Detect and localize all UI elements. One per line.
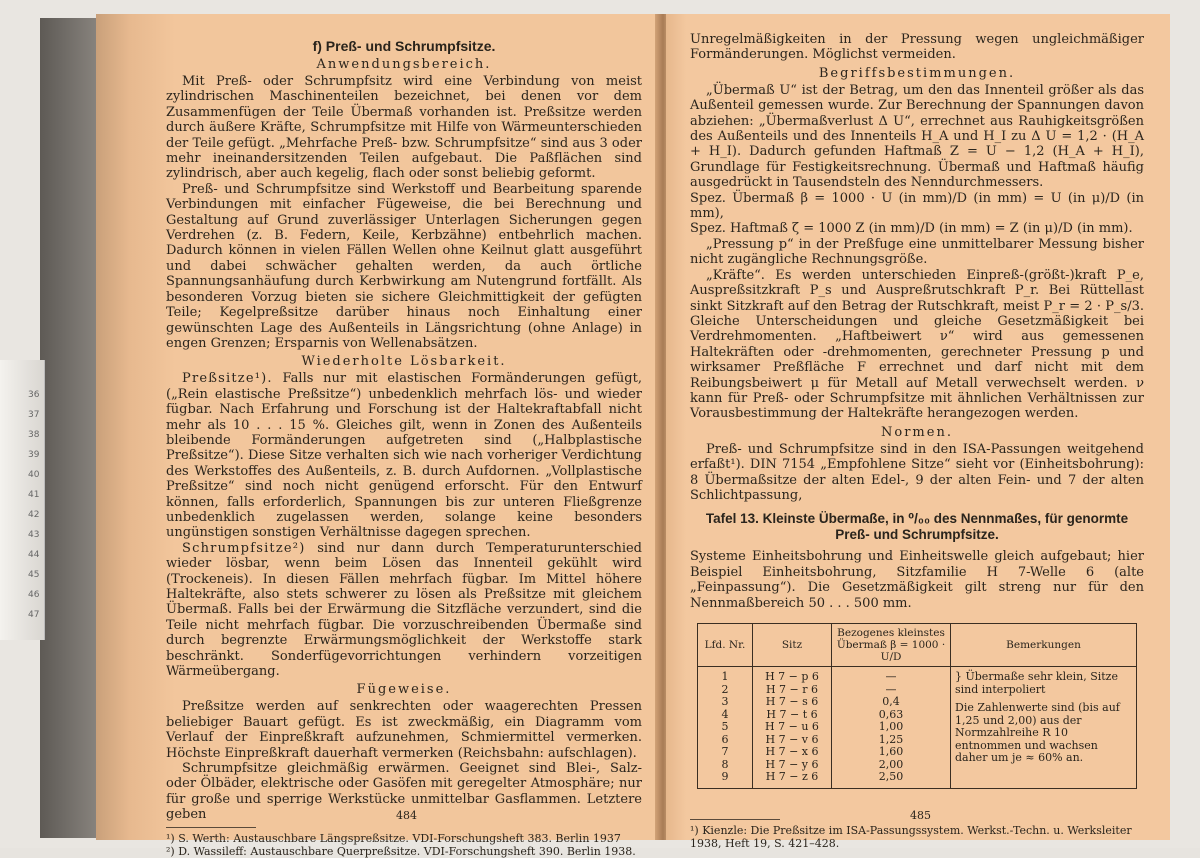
table-cell: H 7 − z 6	[765, 770, 819, 783]
strip-mark: 46	[28, 590, 40, 600]
paragraph	[166, 371, 642, 540]
body-text	[690, 442, 1144, 504]
run-in-heading: Preßsitze¹).	[182, 371, 273, 387]
table-cell: 2,50	[878, 770, 904, 783]
paragraph: „Übermaß U“ ist der Betrag, um den das Innenteil größer als das Außenteil gemessen wurde. Zur Berechnung der Spannungen davon abziehen: „Übermaßverlust Δ U“, errechnet aus Rauhigkeitsgrößen des Außenteils und des Innenteils H_A und H_I zu Δ U = 1,2 · (H_A + H_I). Dadurch gefunden Haftmaß Z = U − 1,2 (H_A + H_I), Grundlage für Festigkeitsrechnung. Übermaß und Haftmaß häufig ausgedrückt in Tausendsteln des Nenndurchmessers.	[690, 82, 1144, 191]
page-484	[96, 14, 662, 858]
strip-mark: 43	[28, 530, 40, 540]
paragraph: „Pressung p“ in der Preßfuge eine unmittelbarer Messung bisher nicht zugängliche Rechnungsgröße.	[690, 236, 1144, 268]
footnotes	[690, 824, 1144, 850]
table-note	[690, 549, 1144, 611]
strip-mark: 45	[28, 570, 40, 580]
section-title: f) Preß- und Schrumpfsitze.	[312, 38, 496, 54]
table-cell: —	[885, 682, 897, 696]
strip-mark: 42	[28, 510, 40, 520]
table-cell: 9	[721, 770, 729, 783]
strip-mark: 39	[28, 450, 40, 460]
table-cell: H 7 − u 6	[765, 720, 819, 733]
body-text	[690, 83, 1144, 422]
paragraph-text: sind nur dann durch Temperaturunterschied wieder lösbar, wenn beim Lösen das Innenteil gekühlt wird (Trockeneis). In diesen Fällen mehrfach fügbar. Im Mittel höhere Haltekräfte, also stets schwerer zu lösen als Preßsitze mit gleichem Übermaß. Falls bei der Erwärmung die Sitzfläche verzundert, sind die Teile nicht mehrfach fügbar. Die vorzuschreibenden Übermaße sind durch begrenzte Erwärmungsmöglichkeit der Werkstoffe stark beschränkt. Sonderfügevorrichtungen verhindern vorzeitigen Wärmeübergang.	[166, 540, 642, 680]
footnote: ¹) Kienzle: Die Preßsitze im ISA-Passungssystem. Werkst.-Techn. u. Werksleiter 1938, Heft 19, S. 421–428.	[690, 823, 1132, 850]
body-text	[166, 74, 642, 351]
page-number: 484	[396, 809, 417, 822]
heading-normen: Normen.	[881, 424, 953, 440]
heading-anwendungsbereich: Anwendungsbereich.	[316, 57, 492, 72]
column-header: Sitz	[753, 624, 832, 667]
remarks-column	[951, 667, 1137, 789]
table-cell: H 7 − r 6	[765, 682, 819, 696]
strip-mark: 47	[28, 610, 40, 620]
sitz-column	[753, 667, 832, 789]
page-number: 485	[910, 809, 931, 822]
data-table	[697, 623, 1137, 789]
paragraph: Preß- und Schrumpfsitze sind in den ISA-Passungen weitgehend erfaßt¹). DIN 7154 „Empfohlene Sitze“ sieht vor (Einheitsbohrung): 8 Übermaßsitze der alten Edel-, 9 der alten Fein- und 7 der alten Schlichtpassung,	[690, 441, 1144, 503]
paragraph: Preß- und Schrumpfsitze sind Werkstoff und Bearbeitung sparende Verbindungen mit einfacher Fügeweise, die bei Berechnung und Gestaltung auf Grund zuverlässiger Unterlagen Sicherungen gegen Verdrehen (z. B. Federn, Keile, Kerbzähne) entbehrlich machen. Dadurch können in vielen Fällen Wellen ohne Keilnut glatt ausgeführt und dabei schwächer gehalten werden, da auch örtliche Spannungsanhäufung durch Kerbwirkung am Nutengrund fortfällt. Als besonderen Vorzug bieten sie sichere Gleichmittigkeit der gefügten Teile; Kegelpreßsitze darüber hinaus noch Einhaltung einer gewünschten Lage des Außenteils in Längsrichtung (ohne Anlage) in engen Grenzen; Ersparnis von Wellenabsätzen.	[166, 181, 642, 351]
heading-begriffsbestimmungen: Begriffsbestimmungen.	[818, 65, 1016, 81]
footnote: ¹) S. Werth: Austauschbare Längspreßsitze. VDI-Forschungsheft 383. Berlin 1937	[166, 831, 621, 845]
heading-fuegeweise: Fügeweise.	[356, 682, 452, 698]
table-cell: 7	[721, 745, 729, 758]
table-cell: 5	[721, 720, 729, 733]
paragraph: Preßsitze werden auf senkrechten oder waagerechten Pressen beliebiger Bauart gefügt. Es ist zweckmäßig, ein Diagramm vom Verlauf der Einpreßkraft aufzunehmen, Schmiermittel vermerken. Höchste Einpreßkraft dauerhaft vermerken (Reichsbahn: aufschlagen).	[166, 699, 642, 761]
footnote: ²) D. Wassileff: Austauschbare Querpreßsitze. VDI-Forschungsheft 390. Berlin 1938.	[166, 844, 636, 858]
table-cell: 1	[721, 670, 729, 683]
table-header-row	[698, 624, 1137, 667]
paragraph-text: Falls nur mit elastischen Formänderungen gefügt, („Rein elastische Preßsitze“) unbedenklich mehrfach lös- und wieder fügbar. Nach Erfahrung und Forschung ist der Haltekraftabfall nicht mehr als 10 . . . 15 %. Gleiches gilt, wenn in Zonen des Außenteils bleibende Formänderungen aufgetreten sind („Halbplastische Preßsitze“). Diese Sitze verhalten sich wie nach vorheriger Verdichtung des Werkstoffes des Außenteils, z. B. durch Aufdornen. „Vollplastische Preßsitze“ sind noch nicht genügend erforscht. Für den Entwurf können, falls erforderlich, Spannungen bis zur unteren Fließgrenze unbedenklich zugelassen werden, solange keine besonders ungünstigen sonstigen Verhältnisse dagegen sprechen.	[166, 371, 642, 541]
strip-mark: 38	[28, 430, 40, 440]
table-cell: H 7 − t 6	[766, 707, 818, 721]
footnotes	[166, 832, 642, 858]
table-cell: 4	[721, 707, 729, 721]
nr-column	[698, 667, 753, 789]
strip-mark: 40	[28, 470, 40, 480]
remark: Die Zahlenwerte sind (bis auf 1,25 und 2,00) aus der Normzahlreihe R 10 entnommen und wachsen daher um je ≈ 60% an.	[955, 701, 1120, 764]
table-cell: H 7 − s 6	[765, 695, 819, 708]
strip-mark: 37	[28, 410, 40, 420]
table-cell: H 7 − y 6	[765, 757, 819, 771]
column-header: Lfd. Nr.	[698, 624, 753, 667]
body-text	[166, 371, 642, 679]
table-cell: 1,00	[878, 720, 904, 733]
table-row	[698, 667, 1137, 789]
body-text	[166, 699, 642, 822]
page-485	[666, 14, 1170, 850]
formula: Spez. Haftmaß ζ = 1000 Z (in mm)/D (in mm) = Z (in μ)/D (in mm).	[690, 221, 1133, 237]
footnote-rule	[690, 819, 780, 820]
formula: Spez. Übermaß β = 1000 · U (in mm)/D (in mm) = U (in μ)/D (in mm),	[690, 190, 1144, 222]
paragraph: Unregelmäßigkeiten in der Pressung wegen ungleichmäßiger Formänderungen. Möglichst vermeiden.	[690, 32, 1144, 63]
table-title: Tafel 13. Kleinste Übermaße, in ⁰/₀₀ des Nennmaßes, für genormte Preß- und Schrumpfsitze.	[705, 511, 1129, 543]
table-cell: 6	[721, 732, 729, 746]
table-cell: 1,60	[878, 745, 904, 758]
table-cell: H 7 − v 6	[765, 732, 819, 746]
paragraph: Mit Preß- oder Schrumpfsitz wird eine Verbindung von meist zylindrischen Maschinenteilen bezeichnet, bei denen vor dem Zusammenfügen der Teile Übermaß vorhanden ist. Preßsitze werden durch äußere Kräfte, Schrumpfsitze mit Hilfe von Wärmeunterschieden der Teile gefügt. „Mehrfache Preß- bzw. Schrumpfsitze“ sind aus 3 oder mehr ineinandersitzenden Teilen aufgebaut. Die Paßflächen sind zylindrisch, aber auch kegelig, flach oder sonst beliebig geformt.	[166, 74, 642, 182]
table-cell: 0,63	[878, 707, 904, 721]
book-spine-shadow	[40, 18, 100, 838]
table-cell: 2	[721, 682, 729, 696]
body-text	[690, 32, 1144, 63]
strip-mark: 36	[28, 390, 40, 400]
paragraph: Schrumpfsitze gleichmäßig erwärmen. Geeignet sind Blei-, Salz- oder Ölbäder, elektrische oder Gasöfen mit geregelter Atmosphäre; nur für große und sperrige Werkstücke unmittelbar Gasflammen. Letztere geben	[166, 761, 642, 823]
table-cell: 0,4	[882, 695, 900, 708]
table-cell: 3	[721, 695, 729, 708]
table-cell: —	[885, 670, 897, 683]
strip-mark: 41	[28, 490, 40, 500]
ruler-strip	[0, 360, 45, 640]
table-cell: 2,00	[878, 757, 904, 771]
column-header: Bezogenes kleinstes Übermaß β = 1000 · U/D	[832, 624, 951, 667]
table-cell: H 7 − p 6	[765, 670, 819, 683]
paragraph: „Kräfte“. Es werden unterschieden Einpreß-(größt-)kraft P_e, Auspreßsitzkraft P_s und Auspreßrutschkraft P_r. Bei Rüttellast sinkt Sitzkraft auf den Betrag der Rutschkraft, meist P_r = 2 · P_s/3. Gleiche Unterscheidungen und gleiche Gesetzmäßigkeit bei Verdrehmomenten. „Haftbeiwert ν“ wird aus gemessenen Haltekräften oder -drehmomenten, gerechneter Pressung p und wirksamer Preßfläche F errechnet und darf nicht mit dem Reibungsbeiwert μ für Metall auf Metall verwechselt werden. ν kann für Preß- oder Schrumpfsitze mit ähnlichen Verhältnissen zur Vorausbestimmung der Haltekräfte herangezogen werden.	[690, 267, 1144, 422]
paragraph: Systeme Einheitsbohrung und Einheitswelle gleich aufgebaut; hier Beispiel Einheitsbohrung, Sitzfamilie H 7-Welle 6 (alte „Feinpassung“). Die Gesetzmäßigkeit gilt streng nur für den Nennmaßbereich 50 . . . 500 mm.	[690, 549, 1144, 611]
table-cell: 8	[721, 757, 729, 771]
table-cell: H 7 − x 6	[765, 745, 819, 758]
beta-column	[832, 667, 951, 789]
run-in-heading: Schrumpfsitze²)	[182, 540, 306, 556]
paragraph	[166, 541, 642, 680]
heading-loesbarkeit: Wiederholte Lösbarkeit.	[301, 354, 507, 370]
strip-mark: 44	[28, 550, 40, 560]
remark: } Übermaße sehr klein, Sitze sind interpoliert	[955, 670, 1118, 696]
column-header: Bemerkungen	[951, 624, 1137, 667]
footnote-rule	[166, 827, 256, 828]
table-cell: 1,25	[878, 732, 904, 746]
